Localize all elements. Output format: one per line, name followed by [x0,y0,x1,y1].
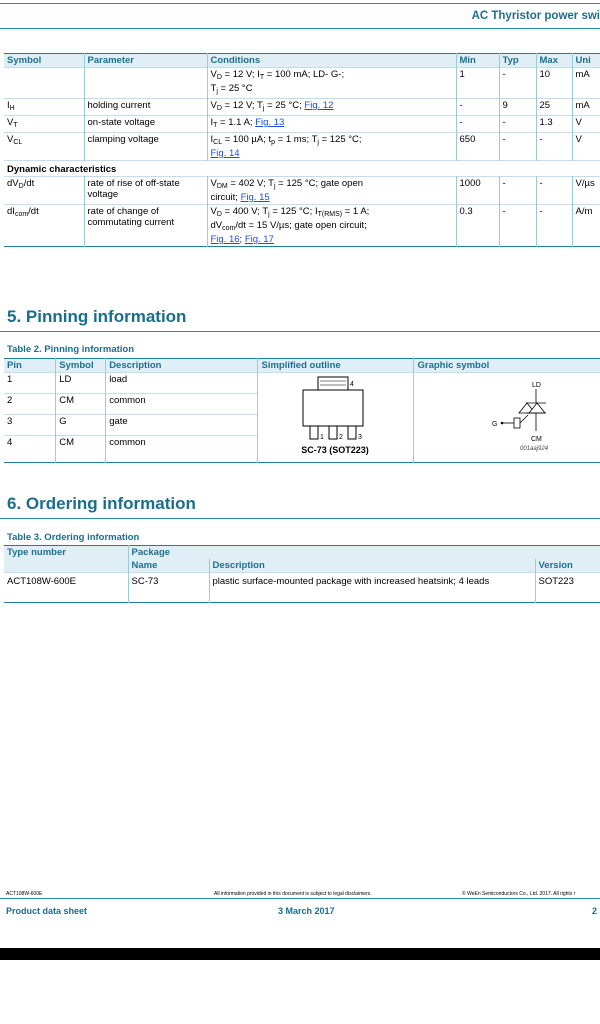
max-value: - [536,133,572,161]
figure-link[interactable]: Fig. 15 [240,192,270,203]
header-rule [0,3,600,4]
col-header-package: Package [128,546,600,560]
unit-value: V [572,133,600,161]
table-row [4,205,600,247]
pin-symbol: CM [56,393,106,414]
ordering-table [4,545,600,603]
pin-number: 3 [4,414,56,435]
footer-sheet-type: Product data sheet [6,906,88,916]
max-value: 10 [536,68,572,99]
symbol-label-ld: LD [532,382,542,389]
table-row [4,373,600,394]
conditions-cell: $V_{DM} = 402$ V; $T_j = 125$ °C; gate open circuit; Fig. 15 [207,177,456,205]
sot223-outline-drawing [258,373,413,459]
package-version: SOT223 [535,573,600,603]
pin-symbol: G [56,414,106,435]
min-value: - [456,99,499,116]
outline-package-label: SC-73 (SOT223) [301,445,370,455]
unit-value: V/µs [572,177,600,205]
section-heading-ordering: 6. Ordering information [7,494,196,513]
max-value: 1.3 [536,116,572,133]
pin-number: 4 [4,435,56,462]
conditions-cell: $V_D = 12$ V; $T_j = 25$ °C; Fig. 12 [207,99,456,116]
col-header-parameter: Parameter [84,54,207,68]
symbol-cell: $V_T$ [4,116,84,133]
table-row [4,99,600,116]
col-header-symbol: Symbol [4,54,84,68]
pin-symbol: LD [56,373,106,394]
min-value: 1000 [456,177,499,205]
header-rule-bottom [0,28,600,29]
typ-value: - [499,133,536,161]
col-header-unit: Uni [572,54,600,68]
symbol-cell: $dI_{com}/dt$ [4,205,84,247]
table-row [4,68,600,99]
unit-value: A/m [572,205,600,247]
min-value: 1 [456,68,499,99]
section-heading-pinning: 5. Pinning information [7,307,187,326]
col-header-min: Min [456,54,499,68]
pin-description: load [106,373,258,394]
footer-doc-id: ACT108W-600E [6,891,43,897]
figure-link[interactable]: Fig. 14 [210,148,240,159]
footer-disclaimer: All information provided in this document is subject to legal disclaimers. [214,891,372,897]
typ-value: - [499,205,536,247]
unit-value: V [572,116,600,133]
col-header-type-number: Type number [4,546,128,560]
col-header-conditions: Conditions [207,54,456,68]
parameter-cell: holding current [84,99,207,116]
figure-link[interactable]: Fig. 13 [255,117,285,128]
outline-pin-label: 2 [339,434,344,441]
conditions-cell: $V_D = 12$ V; $I_T = 100$ mA; LD- G-; $T_j = 25$ °C [207,68,456,99]
dynamic-characteristics-heading: Dynamic characteristics [4,161,600,177]
col-header-description: Description [209,559,535,573]
viewer-bottom-bar [0,948,600,960]
symbol-cell: $I_H$ [4,99,84,116]
thyristor-symbol-icon [414,373,600,459]
footer-date: 3 March 2017 [278,906,335,916]
figure-link[interactable]: Fig. 12 [304,100,334,111]
col-header-max: Max [536,54,572,68]
type-number: ACT108W-600E [4,573,128,603]
figure-link[interactable]: Fig. 16 [210,234,240,245]
footer-page-number: 2 [592,906,598,916]
typ-value: - [499,177,536,205]
pin-number: 2 [4,393,56,414]
outline-pin-label: 1 [320,434,325,441]
col-header-symbol: Symbol [56,359,106,373]
conditions-cell: $I_T = 1.1$ A; Fig. 13 [207,116,456,133]
pin-description: common [106,435,258,462]
col-header-pin: Pin [4,359,56,373]
table-row [4,573,600,603]
min-value: - [456,116,499,133]
outline-pin-label: 4 [350,381,355,388]
parameter-cell: clamping voltage [84,133,207,161]
figure-link[interactable]: Fig. 17 [244,234,274,245]
col-header-name: Name [128,559,209,573]
footer-rule [0,898,600,899]
symbol-cell: $V_{CL}$ [4,133,84,161]
unit-value: mA [572,68,600,99]
section-rule [0,331,600,332]
min-value: 650 [456,133,499,161]
max-value: 25 [536,99,572,116]
pin-description: common [106,393,258,414]
parameter-cell: rate of change of commutating current [84,205,207,247]
max-value: - [536,205,572,247]
table-row [4,177,600,205]
col-header-version: Version [535,559,600,573]
package-name: SC-73 [128,573,209,603]
symbol-reference: 001aaj924 [520,446,549,452]
typ-value: 9 [499,99,536,116]
package-description: plastic surface-mounted package with increased heatsink; 4 leads [209,573,535,603]
table-row [4,133,600,161]
unit-value: mA [572,99,600,116]
pin-description: gate [106,414,258,435]
outline-pin-label: 3 [358,434,363,441]
characteristics-table [4,53,600,247]
outline-cell [258,373,414,463]
footer-copyright: © WeEn Semiconductors Co., Ltd. 2017. All rights r [462,891,576,897]
table-caption: Table 3. Ordering information [7,532,140,543]
document-title: AC Thyristor power swi [471,10,600,22]
max-value: - [536,177,572,205]
parameter-cell: on-state voltage [84,116,207,133]
parameter-cell: rate of rise of off-state voltage [84,177,207,205]
symbol-label-g: G [492,421,498,428]
symbol-cell: $dV_D/dt$ [4,177,84,205]
table-caption: Table 2. Pinning information [7,344,135,355]
typ-value: - [499,116,536,133]
pinning-table [4,358,600,463]
section-rule [0,518,600,519]
pin-number: 1 [4,373,56,394]
graphic-symbol-cell [414,373,600,463]
conditions-cell: $V_D = 400$ V; $T_j = 125$ °C; $I_{T(RMS)} = 1$ A; $dV_{com}/dt = 15$ V/µs; gate open circuit; Fig. 16; Fig. 17 [207,205,456,247]
min-value: 0.3 [456,205,499,247]
pin-symbol: CM [56,435,106,462]
conditions-cell: $I_{CL} = 100$ µA; $t_p = 1$ ms; $T_j = 125$ °C; Fig. 14 [207,133,456,161]
col-header-graphic: Graphic symbol [414,359,600,373]
symbol-label-cm: CM [531,436,543,443]
typ-value: - [499,68,536,99]
table-row [4,161,600,177]
col-header-outline: Simplified outline [258,359,414,373]
col-header-description: Description [106,359,258,373]
table-row [4,116,600,133]
col-header-typ: Typ [499,54,536,68]
